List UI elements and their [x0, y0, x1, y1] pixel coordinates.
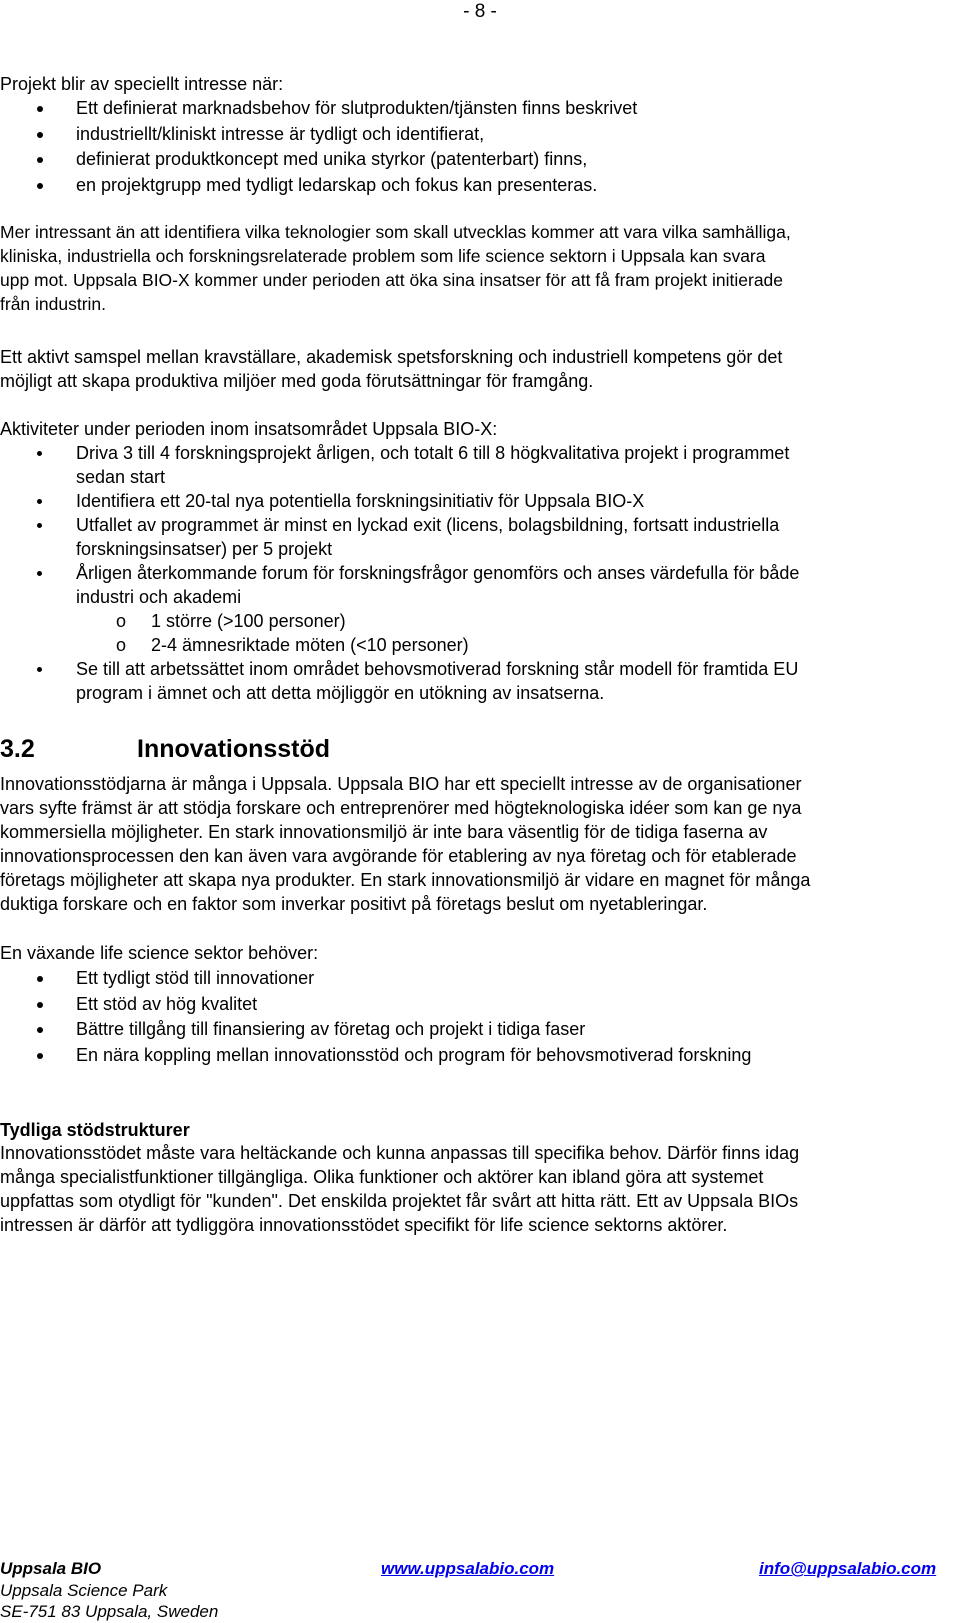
- paragraph-problems: Mer intressant än att identifiera vilka teknologier som skall utvecklas kommer att vara vilka samhälliga, kliniska, industriella och forskningsrelaterade problem som life science sektorn i Uppsala kan svara upp mot. Uppsala BIO-X kommer under perioden att öka sina insatser för att få fram projekt initierade från industrin.: [0, 222, 791, 314]
- activities-lead: Aktiviteter under perioden inom insatsområdet Uppsala BIO-X:: [0, 419, 498, 439]
- section-heading: [0, 734, 330, 764]
- intro-lead: Projekt blir av speciellt intresse när:: [0, 74, 284, 94]
- bullet-icon: [37, 132, 43, 138]
- needs-list: [0, 966, 945, 1068]
- bullet-icon: [37, 183, 43, 189]
- paragraph-structures: Innovationsstödet måste vara heltäckande och kunna anpassas till specifika behov. Därför finns idag många specialistfunktioner tillgängliga. Olika funktioner och aktörer kan ibland göra att systemet uppfattas som otydligt för "kunden". Det enskilda projektet får svårt att hitta rätt. Ett av Uppsala BIOs intressen är därför att tydliggöra innovationsstödet specifikt för life science sektorns aktörer.: [0, 1143, 800, 1235]
- section-number: 3.2: [0, 735, 35, 763]
- list-item: industriellt/kliniskt intresse är tydligt och identifierat,: [0, 122, 945, 148]
- list-item: Identifiera ett 20-tal nya potentiella forskningsinitiativ för Uppsala BIO-X: [0, 489, 945, 513]
- list-item: Årligen återkommande forum för forskningsfrågor genomförs och anses värdefulla för både industri och akademi: [0, 561, 945, 609]
- sub-bullet-icon: o: [116, 611, 127, 631]
- footer-org: Uppsala BIO: [0, 1559, 102, 1578]
- bullet-icon: [37, 1053, 43, 1059]
- list-item: Driva 3 till 4 forskningsprojekt årligen, och totalt 6 till 8 högkvalitativa projekt i programmet sedan start: [0, 441, 945, 489]
- footer-website-link[interactable]: www.uppsalabio.com: [381, 1559, 555, 1578]
- list-item: Ett definierat marknadsbehov för slutprodukten/tjänsten finns beskrivet: [0, 96, 945, 122]
- intro-bullet-list: [0, 96, 945, 198]
- list-item: en projektgrupp med tydligt ledarskap och fokus kan presenteras.: [0, 173, 945, 199]
- structures-heading: Tydliga stödstrukturer: [0, 1120, 190, 1140]
- bullet-icon: [37, 106, 43, 112]
- list-item: Bättre tillgång till finansiering av företag och projekt i tidiga faser: [0, 1017, 945, 1043]
- list-item: Utfallet av programmet är minst en lyckad exit (licens, bolagsbildning, fortsatt industriella forskningsinsatser) per 5 projekt: [0, 513, 945, 561]
- paragraph-innovation: Innovationsstödjarna är många i Uppsala. Uppsala BIO har ett speciellt intresse av de organisationer vars syfte främst är att stödja forskare och entreprenörer med högteknologiska idéer som kan ge nya kommersiella möjligheter. En stark innovationsmiljö är inte bara väsentlig för de tidiga faserna av innovationsprocessen den kan även vara avgörande för etablering av nya företag och för etablerade företags möjligheter att skapa nya produkter. En stark innovationsmiljö är vidare en magnet för många duktiga forskare och en faktor som inverkar positivt på företags beslut om nyetableringar.: [0, 774, 811, 914]
- sub-bullet-icon: o: [116, 635, 127, 655]
- bullet-icon: [37, 571, 42, 576]
- paragraph-interplay: Ett aktivt samspel mellan kravställare, akademisk spetsforskning och industriell kompetens gör det möjligt att skapa produktiva miljöer med goda förutsättningar för framgång.: [0, 347, 783, 391]
- activities-list: [0, 441, 945, 705]
- footer-address-2: SE-751 83 Uppsala, Sweden: [0, 1602, 219, 1621]
- bullet-icon: [37, 451, 42, 456]
- bullet-icon: [37, 1027, 43, 1033]
- sub-list-item: o 2-4 ämnesriktade möten (<10 personer): [116, 635, 469, 655]
- footer-address-1: Uppsala Science Park: [0, 1581, 168, 1600]
- page-number: - 8 -: [463, 1, 497, 22]
- section-title: Innovationsstöd: [137, 735, 331, 763]
- needs-lead: En växande life science sektor behöver:: [0, 943, 319, 963]
- list-item: definierat produktkoncept med unika styrkor (patenterbart) finns,: [0, 147, 945, 173]
- bullet-icon: [37, 523, 42, 528]
- bullet-icon: [37, 976, 43, 982]
- bullet-icon: [37, 1002, 43, 1008]
- bullet-icon: [37, 667, 42, 672]
- list-item: En nära koppling mellan innovationsstöd och program för behovsmotiverad forskning: [0, 1043, 945, 1069]
- list-item: Ett stöd av hög kvalitet: [0, 992, 945, 1018]
- list-item: Ett tydligt stöd till innovationer: [0, 966, 945, 992]
- footer-email-link[interactable]: info@uppsalabio.com: [759, 1559, 937, 1578]
- bullet-icon: [37, 499, 42, 504]
- list-item: Se till att arbetssättet inom området behovsmotiverad forskning står modell för framtida EU program i ämnet och att detta möjliggör en utökning av insatserna.: [0, 657, 945, 705]
- bullet-icon: [37, 157, 43, 163]
- sub-list-item: o 1 större (>100 personer): [116, 611, 346, 631]
